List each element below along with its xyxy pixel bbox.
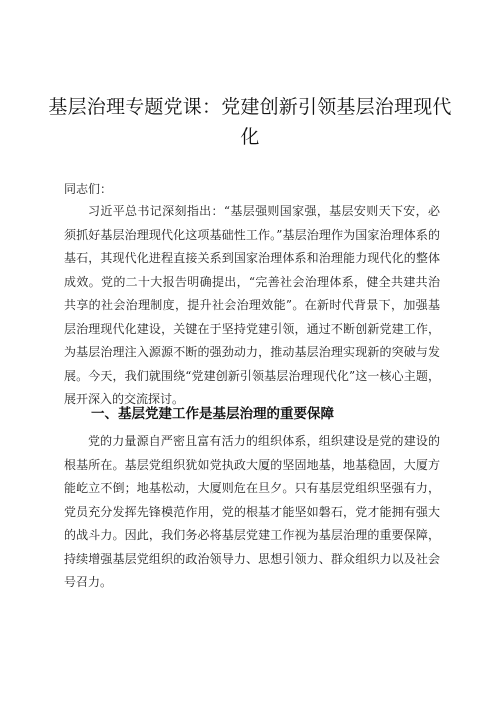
salutation: 同志们：: [64, 182, 113, 196]
paragraph-section-1: 党的力量源自严密且富有活力的组织体系，组织建设是党的建设的根基所在。基层党组织犹如党执政大厦的坚固地基，地基稳固，大厦方能屹立不倒；地基松动，大厦则危在旦夕。只有基层党组织坚强有力，党员充分发挥先锋模范作用，党的根基才能坚如磐石，党才能拥有强大的战斗力。因此，我们务必将基层党建工作视为基层治理的重要保障，持续增强基层党组织的政治领导力、思想引领力、群众组织力以及社会号召力。: [64, 434, 440, 589]
paragraph-intro: 习近平总书记深刻指出：“基层强则国家强，基层安则天下安，必须抓好基层治理现代化这项基础性工作。”基层治理作为国家治理体系的基石，其现代化进程直接关系到国家治理体系和治理能力现代化的整体成效。党的二十大报告明确提出，“完善社会治理体系，健全共建共治共享的社会治理制度，提升社会治理效能”。在新时代背景下，加强基层治理现代化建设，关键在于坚持党建引领，通过不断创新党建工作，为基层治理注入源源不断的强劲动力，推动基层治理实现新的突破与发展。今天，我们就围绕“党建创新引领基层治理现代化”这一核心主题，展开深入的交流探讨。: [64, 204, 440, 406]
section-heading-1: 一、基层党建工作是基层治理的重要保障: [91, 406, 334, 422]
document-title: 基层治理专题党课：党建创新引领基层治理现代化: [48, 96, 452, 148]
